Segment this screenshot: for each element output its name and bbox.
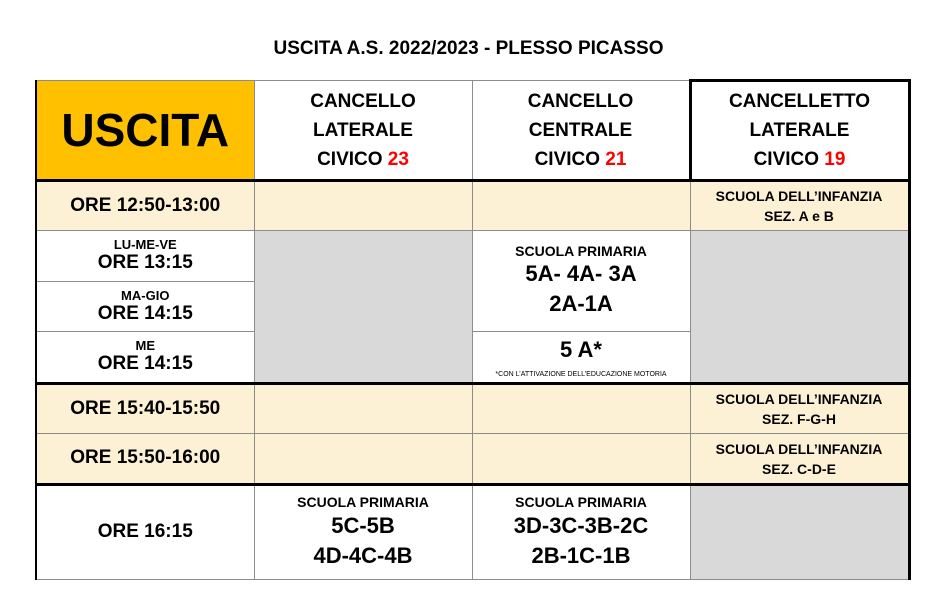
time-cell: ORE 12:50-13:00 bbox=[36, 181, 254, 231]
gate-civico: CIVICO 23 bbox=[317, 148, 409, 170]
time-cell: ORE 16:15 bbox=[36, 485, 254, 580]
classes-line: 5 A* bbox=[560, 336, 602, 362]
gate-header-cancelletto-19 bbox=[690, 81, 909, 181]
civico-number: 21 bbox=[605, 148, 627, 170]
civico-number: 19 bbox=[824, 149, 846, 170]
school-label: SCUOLA PRIMARIA bbox=[515, 242, 647, 259]
gate-civico: CIVICO 19 bbox=[753, 149, 846, 170]
me-centrale-cell bbox=[472, 332, 690, 384]
days-label: LU-ME-VE bbox=[113, 237, 177, 253]
classes-line: 5C-5B bbox=[331, 512, 395, 538]
empty-gray-cell bbox=[690, 231, 909, 384]
classes-line: 5A- 4A- 3A bbox=[525, 261, 637, 287]
footnote: *CON L’ATTIVAZIONE DELL’EDUCAZIONE MOTORIA bbox=[495, 370, 667, 378]
sections-label: SEZ. C-D-E bbox=[762, 460, 836, 477]
table-row bbox=[36, 384, 909, 434]
school-label: SCUOLA DELL’INFANZIA bbox=[715, 440, 883, 457]
gate-name: CANCELLETTO bbox=[728, 91, 871, 112]
time-label: ORE 14:15 bbox=[97, 353, 193, 375]
time-cell bbox=[36, 332, 254, 384]
time-cell: ORE 15:50-16:00 bbox=[36, 434, 254, 485]
empty-cell bbox=[472, 181, 690, 231]
page-title: USCITA A.S. 2022/2023 - PLESSO PICASSO bbox=[273, 38, 664, 59]
table-row bbox=[36, 231, 909, 282]
gate-header-centrale-21 bbox=[472, 81, 690, 181]
header-row bbox=[36, 81, 909, 181]
classes-line: 3D-3C-3B-2C bbox=[513, 512, 649, 538]
civico-number: 23 bbox=[387, 148, 409, 170]
gate-name: CANCELLO bbox=[527, 90, 634, 112]
infanzia-cell bbox=[690, 181, 909, 231]
classes-line: 2B-1C-1B bbox=[531, 542, 631, 568]
school-label: SCUOLA PRIMARIA bbox=[515, 494, 647, 511]
table-row bbox=[36, 485, 909, 580]
empty-cell bbox=[254, 434, 472, 485]
uscita-header: USCITA bbox=[36, 81, 254, 181]
gate-position: LATERALE bbox=[313, 119, 413, 141]
time-label: ORE 13:15 bbox=[97, 252, 193, 274]
time-label: ORE 14:15 bbox=[97, 302, 193, 324]
empty-cell bbox=[472, 434, 690, 485]
classes-line: 2A-1A bbox=[549, 291, 613, 317]
classes-line: 4D-4C-4B bbox=[313, 542, 413, 568]
empty-gray-cell bbox=[254, 231, 472, 384]
primaria-centrale-cell bbox=[472, 231, 690, 332]
empty-gray-cell bbox=[690, 485, 909, 580]
school-label: SCUOLA DELL’INFANZIA bbox=[715, 188, 883, 204]
schedule-table bbox=[35, 79, 911, 580]
sections-label: SEZ. F-G-H bbox=[762, 411, 836, 427]
primaria-centrale-cell bbox=[472, 485, 690, 580]
infanzia-cell bbox=[690, 384, 909, 434]
empty-cell bbox=[254, 181, 472, 231]
time-cell bbox=[36, 231, 254, 282]
primaria-laterale-cell bbox=[254, 485, 472, 580]
gate-position: CENTRALE bbox=[528, 119, 633, 141]
gate-header-laterale-23 bbox=[254, 81, 472, 181]
school-label: SCUOLA PRIMARIA bbox=[297, 494, 429, 511]
table-row bbox=[36, 434, 909, 485]
school-label: SCUOLA DELL’INFANZIA bbox=[715, 391, 883, 407]
gate-civico: CIVICO 21 bbox=[534, 148, 627, 170]
time-cell bbox=[36, 282, 254, 332]
gate-position: LATERALE bbox=[749, 120, 850, 141]
days-label: MA-GIO bbox=[121, 287, 170, 303]
infanzia-cell bbox=[690, 434, 909, 485]
empty-cell bbox=[472, 384, 690, 434]
empty-cell bbox=[254, 384, 472, 434]
gate-name: CANCELLO bbox=[310, 90, 416, 112]
time-cell: ORE 15:40-15:50 bbox=[36, 384, 254, 434]
sections-label: SEZ. A e B bbox=[764, 208, 834, 224]
table-row bbox=[36, 181, 909, 231]
days-label: ME bbox=[135, 338, 155, 354]
